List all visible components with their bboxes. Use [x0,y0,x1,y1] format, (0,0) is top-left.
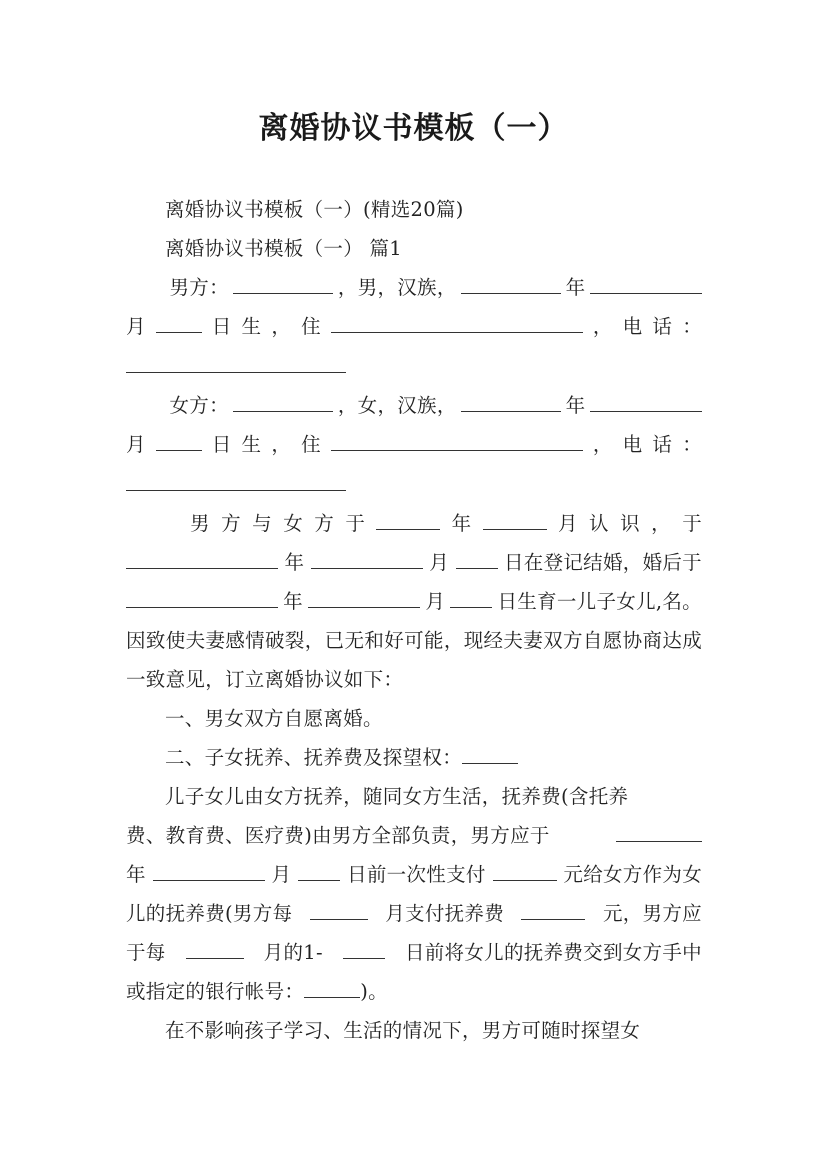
marry-tail: 日在登记结婚，婚后于 [503,551,702,574]
female-day-blank[interactable] [156,428,202,451]
support-mid: 日前一次性支付 [347,863,486,886]
female-year-blank[interactable] [461,389,561,412]
support-l6-head: 或指定的银行帐号： [126,980,305,1003]
support-line-6 [126,972,702,1011]
clause-one: 一、男女双方自愿离婚。 [165,707,383,730]
female-day: 日 [211,433,232,456]
meet-char-1: 男 [190,512,210,535]
meet-rec-2: 识 [620,512,640,535]
female-label: 女方： [169,394,229,417]
marry-month-blank[interactable] [311,546,423,569]
birth-day-blank[interactable] [450,585,492,608]
male-comma-1: ， [271,315,292,338]
female-phone-2: 话 [652,433,673,456]
meet-rec-1: 认 [589,512,609,535]
female-comma-2: ， [592,433,613,456]
meet-rest: 因致使夫妻感情破裂，已无和好可能，现经夫妻双方自愿协商达成一致意见，订立离婚协议如下： [126,629,702,691]
male-day-blank[interactable] [156,310,202,333]
birth-month: 月 [425,590,446,613]
male-line-1 [126,268,702,307]
clause-two-blank[interactable] [462,741,518,764]
support-line-4 [126,894,702,933]
support-line-5 [126,933,702,972]
support-l4-mid: 月支付抚养费 [385,902,505,925]
marry-day-blank[interactable] [456,546,498,569]
male-colon: ： [682,315,702,338]
male-gender: ，男，汉族， [337,276,457,299]
support-line-2 [126,816,702,855]
female-live: 住 [301,433,321,456]
support-line-3 [126,855,702,894]
support-l5-mid: 月的1- [263,941,323,964]
male-live: 住 [301,315,321,338]
birth-tail: 日生育一儿子女儿,名。 [497,590,702,613]
male-phone-2: 话 [652,315,673,338]
female-born: 生 [241,433,262,456]
female-line-2 [126,425,702,464]
meet-char-3: 与 [252,512,272,535]
support-day-blank[interactable] [298,858,340,881]
marry-year: 年 [284,551,305,574]
meet-line-1 [126,504,702,543]
male-day: 日 [211,315,232,338]
support-pay-year-blank[interactable] [616,819,702,842]
support-l5-tail: 日前将女儿的抚养费交到女方手中 [404,941,702,964]
support-l4-tail: 元，男方应 [602,902,702,925]
female-year: 年 [565,394,586,417]
clause-two-text: 二、子女抚养、抚养费及探望权： [165,746,463,769]
male-month: 月 [126,315,146,338]
female-comma-1: ， [271,433,292,456]
support-line-2-text: 费、教育费、医疗费)由男方全部负责，男方应于 [126,824,550,847]
support-month: 月 [271,863,292,886]
meet-year: 年 [451,512,472,535]
marry-year-blank[interactable] [126,546,278,569]
female-phone-1: 电 [622,433,643,456]
meet-line-3 [126,582,702,621]
male-phone-blank[interactable] [126,346,346,373]
meet-line-2 [126,543,702,582]
clause-two [126,738,702,777]
bank-account-blank[interactable] [304,975,360,998]
birth-month-blank[interactable] [308,585,420,608]
male-year-blank[interactable] [461,271,561,294]
female-month: 月 [126,433,146,456]
birth-year-blank[interactable] [126,585,278,608]
male-born: 生 [241,315,262,338]
support-line-1: 儿子女儿由女方抚养，随同女方生活，抚养费(含托养 [165,785,629,808]
meet-char-2: 方 [221,512,241,535]
support-tail: 元给女方作为女 [563,863,702,886]
support-deadline-blank[interactable] [343,936,385,959]
meet-char-4: 女 [283,512,303,535]
female-colon: ： [682,433,702,456]
support-l5-head: 于每 [126,941,166,964]
support-amount-blank[interactable] [493,858,557,881]
support-monthly-blank[interactable] [310,897,368,920]
meet-comma: ， [651,512,671,535]
meet-char-6: 于 [345,512,366,535]
male-line-2 [126,307,702,346]
female-line-1 [126,386,702,425]
birth-year: 年 [283,590,303,613]
visit-line: 在不影响孩子学习、生活的情况下，男方可随时探望女 [165,1019,641,1042]
support-year: 年 [126,863,146,886]
meet-char-5: 方 [314,512,335,535]
male-phone-1: 电 [622,315,643,338]
female-name-blank[interactable] [233,389,333,412]
support-month-blank[interactable] [153,858,265,881]
female-address-blank[interactable] [331,428,583,451]
marry-month: 月 [429,551,450,574]
male-year: 年 [565,276,586,299]
meet-year-blank[interactable] [376,507,440,530]
male-month-blank[interactable] [590,271,702,294]
female-gender: ，女，汉族， [337,394,457,417]
support-l6-tail: )。 [360,980,388,1003]
support-monthly-amount-blank[interactable] [521,897,585,920]
subtitle-line: 离婚协议书模板（一）(精选20篇) [165,198,464,221]
female-month-blank[interactable] [590,389,702,412]
document-body [126,190,702,1050]
chapter-line: 离婚协议书模板（一） 篇1 [165,237,403,260]
male-label: 男方： [169,276,229,299]
meet-month: 月 [557,512,578,535]
female-phone-blank[interactable] [126,464,346,491]
male-address-blank[interactable] [331,310,583,333]
document-title: 离婚协议书模板（一） [258,111,569,146]
meet-month-blank[interactable] [483,507,547,530]
male-comma-2: ， [592,315,613,338]
support-l4-head: 儿的抚养费(男方每 [126,902,293,925]
support-each-month-blank[interactable] [186,936,244,959]
male-name-blank[interactable] [233,271,333,294]
meet-at: 于 [682,512,702,535]
